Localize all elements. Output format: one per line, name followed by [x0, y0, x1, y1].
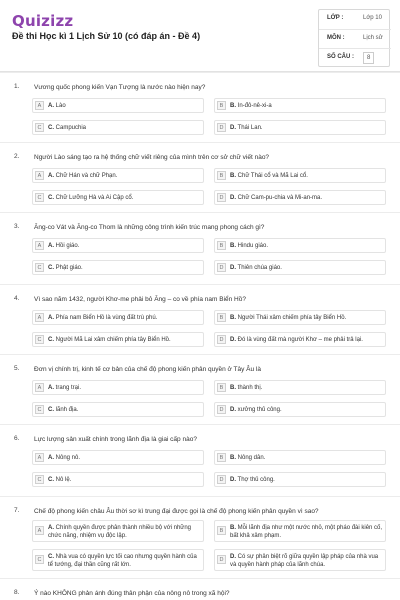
option-text: B. Người Thái xâm chiếm phía tây Biển Hồ.: [230, 315, 347, 321]
option-letter: B: [217, 171, 226, 180]
question-text: Vì sao năm 1432, người Khơ-me phải bỏ Ăng – co về phía nam Biển Hồ?: [34, 296, 246, 303]
option-letter: D: [217, 123, 226, 132]
option-text: A. Phía nam Biển Hồ là vùng đất trù phú.: [48, 315, 158, 321]
option-text: C. Nhà vua có quyền lực tối cao nhưng quyền hành của tể tướng, đại thần cũng rất lớn.: [48, 554, 197, 568]
option-a[interactable]: [32, 98, 204, 113]
question-6: [0, 424, 400, 496]
option-text: A. Lào: [48, 103, 66, 109]
option-letter: C: [35, 193, 44, 202]
option-text: C. Nô lệ.: [48, 477, 72, 483]
meta-info-box: [318, 9, 390, 67]
option-text: D. Thiên chúa giáo.: [230, 265, 282, 271]
option-letter: A: [35, 453, 44, 462]
option-letter: A: [35, 313, 44, 322]
option-d[interactable]: [214, 260, 386, 275]
question-8: [0, 578, 400, 600]
option-text: D. xưởng thủ công.: [230, 407, 282, 413]
option-c[interactable]: [32, 190, 204, 205]
question-text: Người Lào sáng tạo ra hệ thống chữ viết riêng của mình trên cơ sở chữ viết nào?: [34, 154, 270, 161]
page-header: [0, 0, 400, 72]
option-text: D. Có sự phân biệt rõ giữa quyền lập pháp của nhà vua và quyền hành pháp của lãnh chúa.: [230, 554, 379, 568]
question-number: 5.: [14, 365, 20, 372]
option-text: C. lãnh địa.: [48, 407, 79, 413]
option-text: B. Nông dân.: [230, 455, 266, 461]
question-text: Ý nào KHÔNG phản ánh đúng thân phận của nông nô trong xã hội?: [34, 590, 230, 597]
option-text: D. Thợ thủ công.: [230, 477, 275, 483]
question-text: Vương quốc phong kiến Vạn Tượng là nước nào hiện nay?: [34, 84, 206, 91]
option-d[interactable]: [214, 402, 386, 417]
question-number: 6.: [14, 435, 20, 442]
option-d[interactable]: [214, 472, 386, 487]
option-a[interactable]: [32, 450, 204, 465]
question-number: 7.: [14, 507, 20, 514]
option-letter: C: [35, 475, 44, 484]
quizizz-logo: Quizizz: [12, 12, 74, 30]
meta-count-value: 8: [363, 52, 374, 64]
meta-count-row: [319, 48, 391, 67]
option-c[interactable]: [32, 332, 204, 347]
option-d[interactable]: [214, 120, 386, 135]
option-b[interactable]: [214, 380, 386, 395]
option-letter: A: [35, 241, 44, 250]
option-letter: B: [217, 526, 226, 535]
question-5: [0, 354, 400, 424]
question-1: [0, 72, 400, 142]
option-text: D. Thái Lan.: [230, 125, 263, 131]
meta-count-label: SỐ CÂU :: [327, 54, 354, 60]
option-c[interactable]: [32, 260, 204, 275]
question-3: [0, 212, 400, 284]
question-number: 4.: [14, 295, 20, 302]
option-letter: D: [217, 475, 226, 484]
option-letter: D: [217, 193, 226, 202]
question-text: Đơn vị chính trị, kinh tế cơ bản của chế độ phong kiến phân quyền ở Tây Âu là: [34, 366, 261, 373]
option-d[interactable]: [214, 190, 386, 205]
question-number: 8.: [14, 589, 20, 596]
option-text: A. Hồi giáo.: [48, 243, 80, 249]
option-b[interactable]: [214, 238, 386, 253]
option-text: C. Chữ Lưỡng Hà và Ai Cập cổ.: [48, 195, 134, 201]
option-b[interactable]: [214, 310, 386, 325]
option-letter: C: [35, 555, 44, 564]
option-letter: B: [217, 101, 226, 110]
option-text: B. thành thị.: [230, 385, 263, 391]
option-letter: D: [217, 335, 226, 344]
option-text: B. Mỗi lãnh địa như một nước nhỏ, một pháo đài kiên cố, bất khả xâm phạm.: [230, 525, 383, 539]
option-a[interactable]: [32, 238, 204, 253]
option-a[interactable]: [32, 380, 204, 395]
option-letter: A: [35, 526, 44, 535]
question-2: [0, 142, 400, 212]
option-b[interactable]: [214, 168, 386, 183]
option-letter: B: [217, 313, 226, 322]
option-letter: D: [217, 555, 226, 564]
option-letter: C: [35, 263, 44, 272]
option-d[interactable]: [214, 332, 386, 347]
option-letter: A: [35, 101, 44, 110]
option-text: A. Nông nô.: [48, 455, 81, 461]
question-7: [0, 496, 400, 578]
option-letter: A: [35, 171, 44, 180]
option-b[interactable]: [214, 450, 386, 465]
meta-class-row: [319, 10, 391, 29]
option-b[interactable]: [214, 520, 386, 542]
option-text: B. Hindu giáo.: [230, 243, 269, 249]
option-letter: C: [35, 123, 44, 132]
option-d[interactable]: [214, 549, 386, 571]
option-text: D. Chữ Cam-pu-chia và Mi-an-ma.: [230, 195, 323, 201]
option-text: A. trang trại.: [48, 385, 82, 391]
option-a[interactable]: [32, 520, 204, 542]
meta-subject-value: Lịch sử: [363, 35, 383, 41]
meta-subject-label: MÔN :: [327, 35, 345, 41]
option-text: B. In-đô-nê-xi-a: [230, 103, 272, 109]
option-text: A. Chữ Hán và chữ Phạn.: [48, 173, 118, 179]
option-a[interactable]: [32, 310, 204, 325]
option-letter: B: [217, 241, 226, 250]
option-text: C. Người Mã Lai xâm chiếm phía tây Biển Hồ.: [48, 337, 171, 343]
option-c[interactable]: [32, 472, 204, 487]
option-text: D. Đó là vùng đất mà người Khơ – me phải trả lại.: [230, 337, 363, 343]
question-text: Ăng-co Vát và Ăng-co Thom là những công trình kiến trúc mang phong cách gì?: [34, 224, 265, 231]
option-c[interactable]: [32, 120, 204, 135]
option-text: A. Chính quyền được phân thành nhiều bộ với những chức năng, nhiệm vụ độc lập.: [48, 525, 191, 539]
option-b[interactable]: [214, 98, 386, 113]
option-text: C. Phật giáo.: [48, 265, 83, 271]
option-c[interactable]: [32, 402, 204, 417]
option-letter: C: [35, 335, 44, 344]
question-number: 1.: [14, 83, 20, 90]
option-letter: A: [35, 383, 44, 392]
option-a[interactable]: [32, 168, 204, 183]
question-4: [0, 284, 400, 354]
meta-subject-row: [319, 29, 391, 48]
question-number: 3.: [14, 223, 20, 230]
question-number: 2.: [14, 153, 20, 160]
option-letter: C: [35, 405, 44, 414]
option-text: C. Campuchia: [48, 125, 87, 131]
meta-class-label: LỚP :: [327, 15, 344, 21]
page-title: Đề thi Học kì 1 Lịch Sử 10 (có đáp án - Đề 4): [12, 31, 201, 41]
option-c[interactable]: [32, 549, 204, 571]
question-text: Lực lượng sản xuất chính trong lãnh địa là giai cấp nào?: [34, 436, 197, 443]
meta-class-value: Lớp 10: [363, 15, 382, 21]
option-letter: B: [217, 383, 226, 392]
option-text: B. Chữ Thái cổ và Mã Lai cổ.: [230, 173, 308, 179]
option-letter: D: [217, 405, 226, 414]
option-letter: D: [217, 263, 226, 272]
question-text: Chế độ phong kiến châu Âu thời sơ kì trung đại được gọi là chế độ phong kiến phân quyền vì sao?: [34, 508, 319, 515]
option-letter: B: [217, 453, 226, 462]
